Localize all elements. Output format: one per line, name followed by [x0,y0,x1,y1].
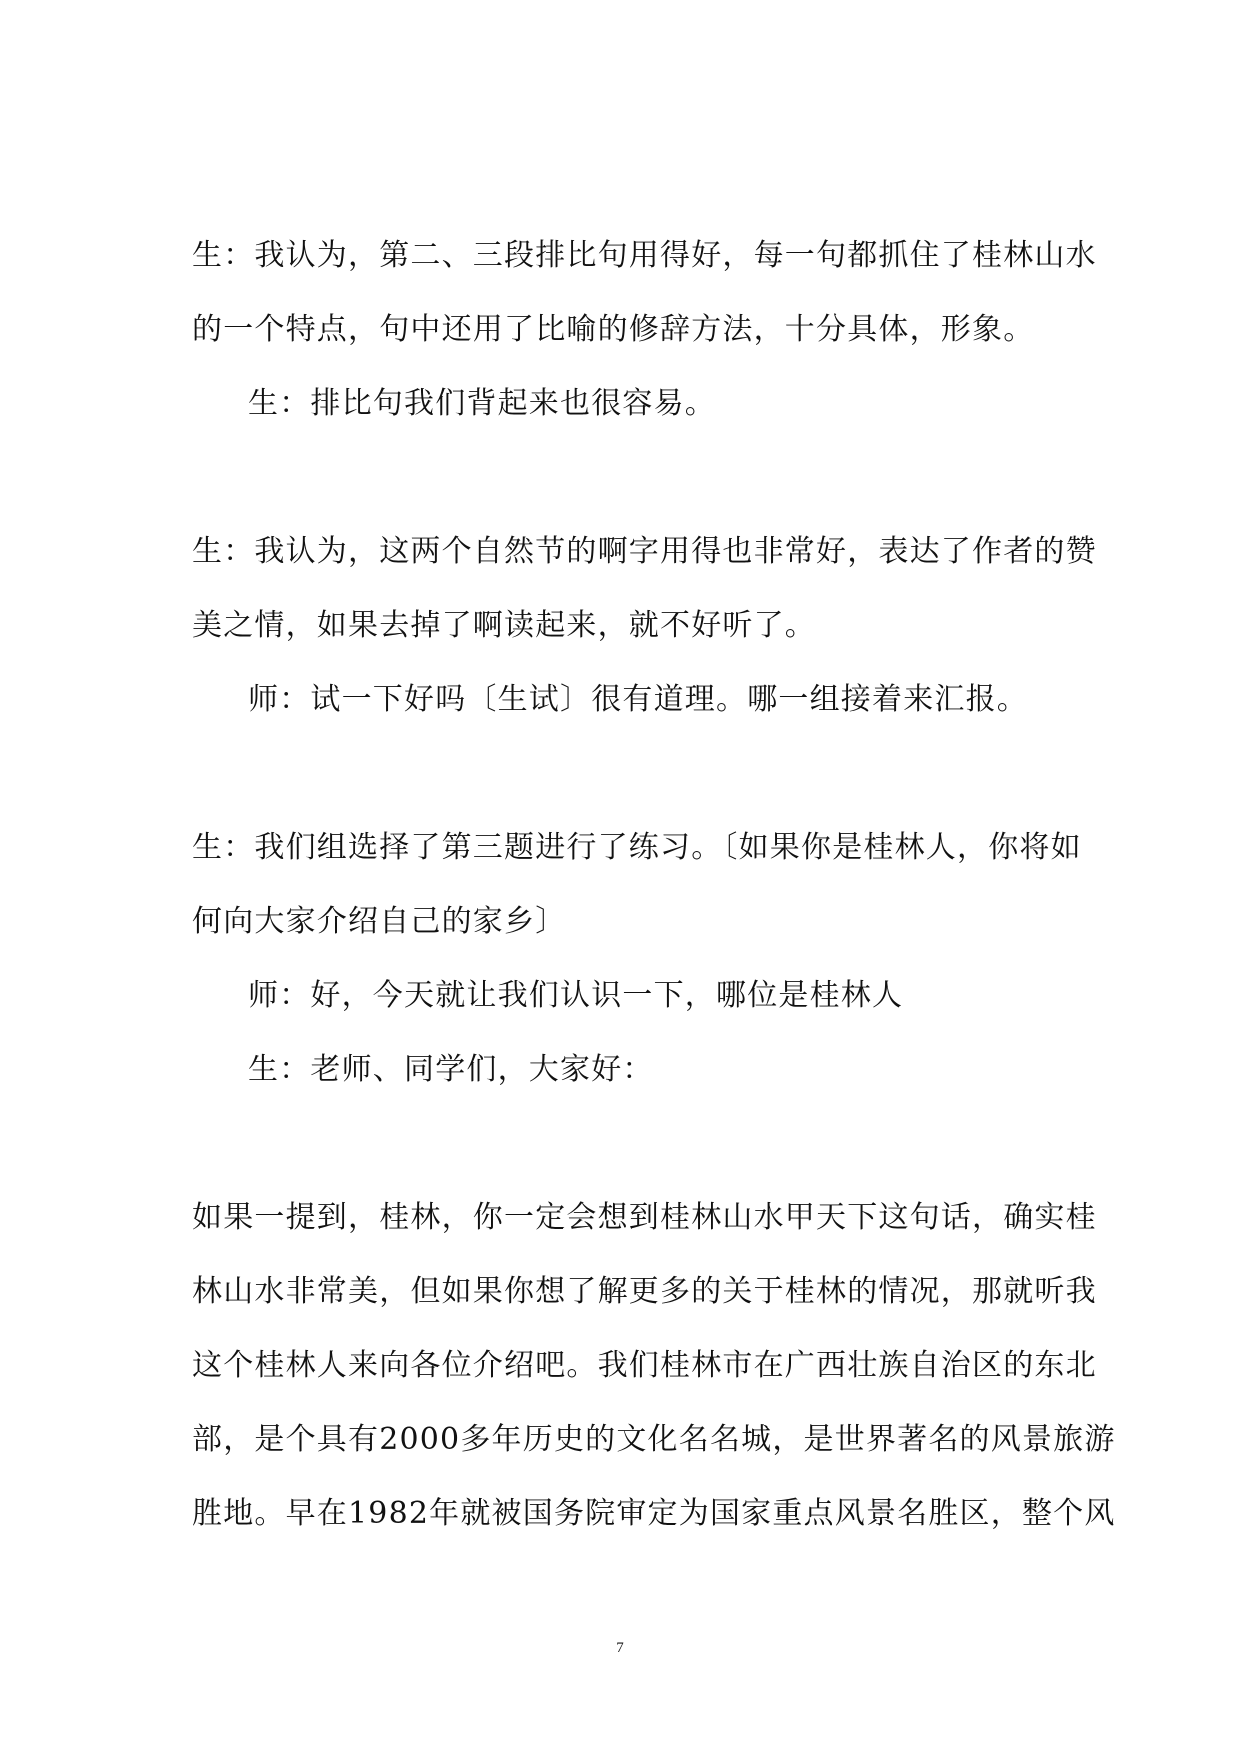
paragraph-line-5: 美之情，如果去掉了啊读起来，就不好听了。 [192,608,816,643]
paragraph-line-12: 林山水非常美，但如果你想了解更多的关于桂林的情况，那就听我 [192,1274,1097,1309]
paragraph-line-1: 生：我认为，第二、三段排比句用得好，每一句都抓住了桂林山水 [192,238,1097,273]
paragraph-line-11: 如果一提到，桂林，你一定会想到桂林山水甲天下这句话，确实桂 [192,1200,1097,1235]
paragraph-line-15: 胜地。早在1982年就被国务院审定为国家重点风景名胜区，整个风 [192,1496,1116,1531]
paragraph-line-4: 生：我认为，这两个自然节的啊字用得也非常好，表达了作者的赞 [192,534,1097,569]
paragraph-line-8: 何向大家介绍自己的家乡〕 [192,904,567,939]
paragraph-line-10: 生：老师、同学们，大家好： [248,1052,654,1087]
page-number: 7 [616,1640,624,1656]
paragraph-line-6: 师：试一下好吗〔生试〕很有道理。哪一组接着来汇报。 [248,682,1028,717]
paragraph-line-2: 的一个特点，句中还用了比喻的修辞方法，十分具体，形象。 [192,312,1035,347]
paragraph-line-13: 这个桂林人来向各位介绍吧。我们桂林市在广西壮族自治区的东北 [192,1348,1097,1383]
paragraph-line-3: 生：排比句我们背起来也很容易。 [248,386,716,421]
paragraph-line-14: 部，是个具有2000多年历史的文化名名城，是世界著名的风景旅游 [192,1422,1116,1457]
paragraph-line-9: 师：好，今天就让我们认识一下，哪位是桂林人 [248,978,904,1013]
paragraph-line-7: 生：我们组选择了第三题进行了练习。〔如果你是桂林人，你将如 [192,830,1082,865]
